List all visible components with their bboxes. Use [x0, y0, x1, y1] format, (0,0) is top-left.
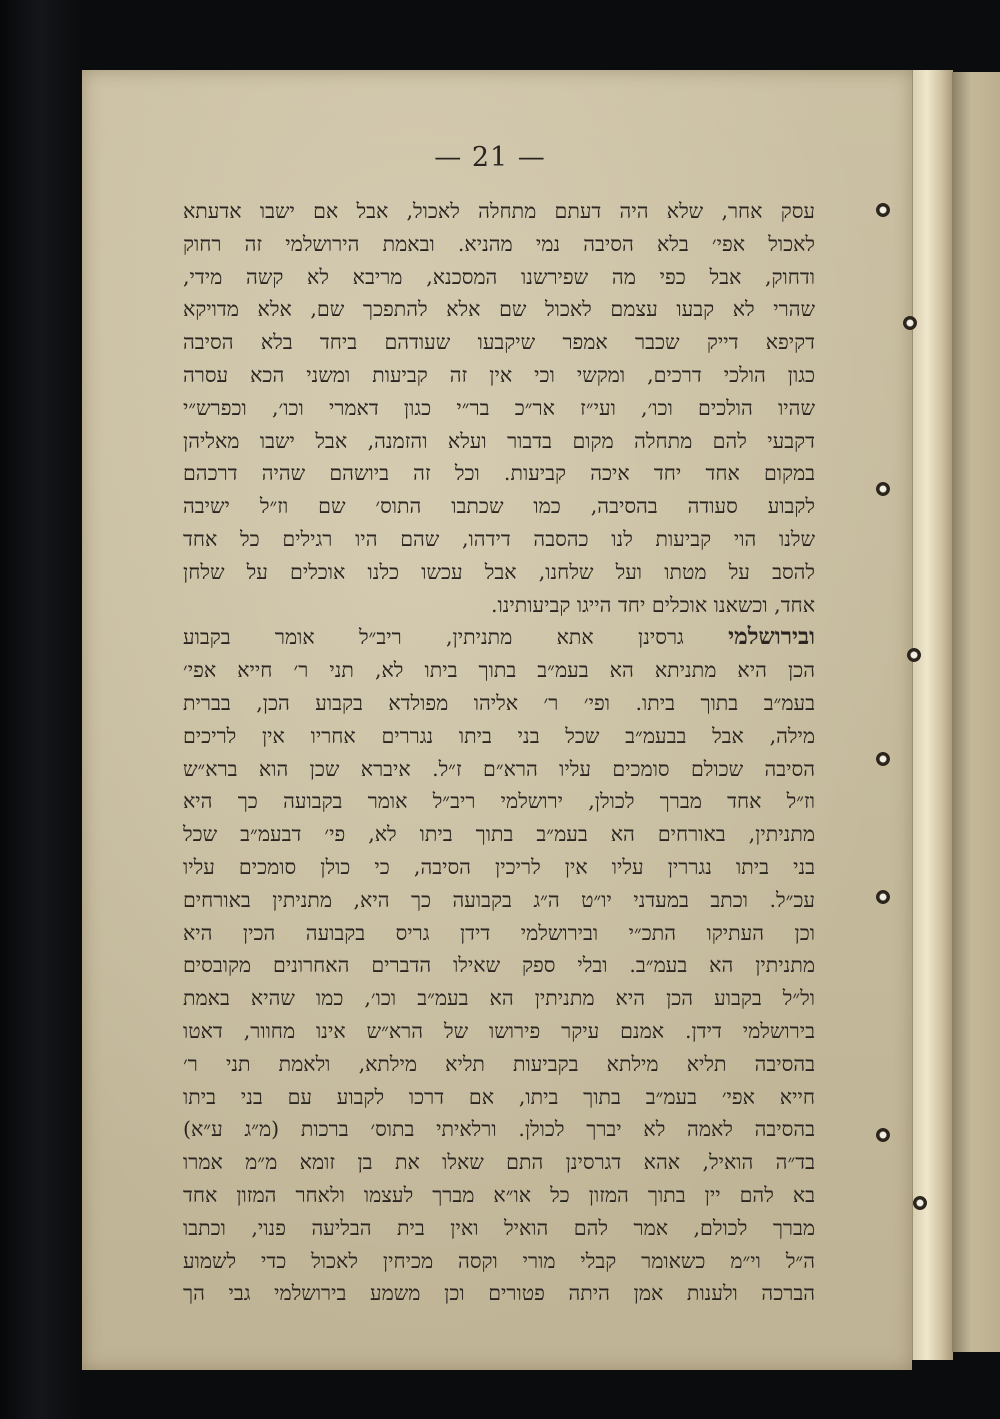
book-spine — [912, 70, 953, 1360]
text-line: הברכה ולענות אמן היתה פטורים וכן משמע בירושלמי גבי הך — [183, 1281, 815, 1306]
text-line: בד״ה הואיל, אהא דגרסינן התם שאלו את בן זומא מ״מ אמרו — [183, 1150, 815, 1175]
text-line: להסב על מטתו ועל שלחנו, אבל עכשו כלנו אוכלים על שלחן — [183, 559, 815, 584]
page-number: — 21 — — [434, 142, 546, 173]
binding-stitch-icon — [907, 648, 921, 662]
text-line: בהסיבה לאמה לא יברך לכולן. ורלאיתי בתוס׳ ברכות (מ״ג ע״א) — [183, 1117, 815, 1142]
text-line: מתניתין, באורחים הא בעמ״ב בתוך ביתו לא, פי׳ דבעמ״ב שכל — [183, 822, 815, 847]
binding-stitch-icon — [903, 316, 917, 330]
text-line: ה״ל וי״מ כשאומר קבלי מורי וקסה מכיחין לאכול כדי לשמוע — [183, 1248, 815, 1273]
text-line: דקבעי להם מתחלה מקום בדבור ועלא והזמנה, אבל ישבו מאליהן — [183, 428, 815, 453]
binding-stitch-icon — [876, 1128, 890, 1142]
lead-word: ובירושלמי — [728, 623, 815, 651]
text-line: דקיפא דייק שכבר אמפר שיקבעו שעודהם ביחד בלא הסיבה — [183, 330, 815, 355]
text-line: וכן העתיקו התכ״י ובירושלמי דידן גריס בקבועה הכין היא — [183, 920, 815, 945]
text-line: בני ביתו נגררין עליו אין לריכין הסיבה, כי כולן סומכים עליו — [183, 854, 815, 879]
text-line: בא להם יין בתוך המזון כל או״א מברך לעצמו ולאחר המזון אחד — [183, 1182, 815, 1207]
text-line: הסיבה שכולם סומכים עליו הרא״ם ז״ל. איברא שכן הוא ברא״ש — [183, 756, 815, 781]
text-line: כגון הולכי דרכים, ומקשי וכי אין זה קביעות ומשני הכא עסרה — [183, 362, 815, 387]
text-line: מברך לכולם, אמר להם הואיל ואין בית הבליעה פנוי, וכתבו — [183, 1215, 815, 1240]
text-line: ובירושלמי גרסינן אתא מתניתין, ריב״ל אומר בקבוע — [183, 623, 815, 651]
text-line: מתניתין הא בעמ״ב. ובלי ספק שאילו הדברים האחרונים מקובסים — [183, 953, 815, 978]
body-text — [183, 195, 815, 1310]
text-line: שהיו הולכים וכו׳, ועי״ז אר״כ בר״י כגון דאמרי וכו׳, וכפרש״י — [183, 395, 815, 420]
text-line: הכן היא מתניתא הא בעמ״ב בתוך ביתו לא, תני ר׳ חייא אפי׳ — [183, 658, 815, 683]
text-line: בעמ״ב בתוך ביתו. ופי׳ ר׳ אליהו מפולדא בקבוע הכן, בברית — [183, 690, 815, 715]
text-line: שהרי לא קבעו עצמם לאכול שם אלא להתפכך שם, אלא מדויקא — [183, 297, 815, 322]
text-line: ודחוק, אבל כפי מה שפירשנו המסכנא, מריבא לא קשה מידי, — [183, 264, 815, 289]
text-line: לקבוע סעודה בהסיבה, כמו שכתבו התוס׳ שם וז״ל ישיבה — [183, 494, 815, 519]
text-line: במקום אחד יחד איכה קביעות. וכל זה ביושהם שהיה דרכהם — [183, 461, 815, 486]
text-line: בהסיבה תליא מילתא בקביעות תליא מילתא, ולאמת תני ר׳ — [183, 1051, 815, 1076]
text-line: ול״ל בקבוע הכן היא מתניתין הא בעמ״ב וכו׳, כמו שהיא באמת — [183, 986, 815, 1011]
text-line: אחד, וכשאנו אוכלים יחד הייגו קביעותינו. — [490, 592, 815, 617]
text-line: לאכול אפי׳ בלא הסיבה נמי מהניא. ובאמת הירושלמי זה רחוק — [183, 231, 815, 256]
binding-stitch-icon — [913, 1196, 927, 1210]
binding-stitch-icon — [876, 203, 890, 217]
next-page-edge — [952, 72, 1000, 1352]
text-line: וז״ל אחד מברך לכולן, ירושלמי ריב״ל אומר בקבועה כך היא — [183, 789, 815, 814]
text-line: חייא אפי׳ בעמ״ב בתוך ביתו, אם דרכו לקבוע עם בני ביתו — [183, 1084, 815, 1109]
text-line: עכ״ל. וכתב במעדני יו״ט ה״ג בקבועה כך היא, מתניתין באורחים — [183, 887, 815, 912]
text-line: עסק אחר, שלא היה דעתם מתחלה לאכול, אבל אם ישבו אדעתא — [183, 199, 815, 223]
text-line: בירושלמי דידן. אמנם עיקר פירושו של הרא״ש אינו מחוור, דאטו — [183, 1018, 815, 1043]
text-line: שלנו הוי קביעות לנו כהסבה דידהו, שהם היו רגילים כל אחד — [183, 526, 815, 551]
binding-stitch-icon — [876, 482, 890, 496]
binding-stitch-icon — [876, 890, 890, 904]
text-line: מילה, אבל בבעמ״ב שכל בני ביתו נגררים אחריו אין לריכים — [183, 723, 815, 748]
binding-stitch-icon — [876, 752, 890, 766]
